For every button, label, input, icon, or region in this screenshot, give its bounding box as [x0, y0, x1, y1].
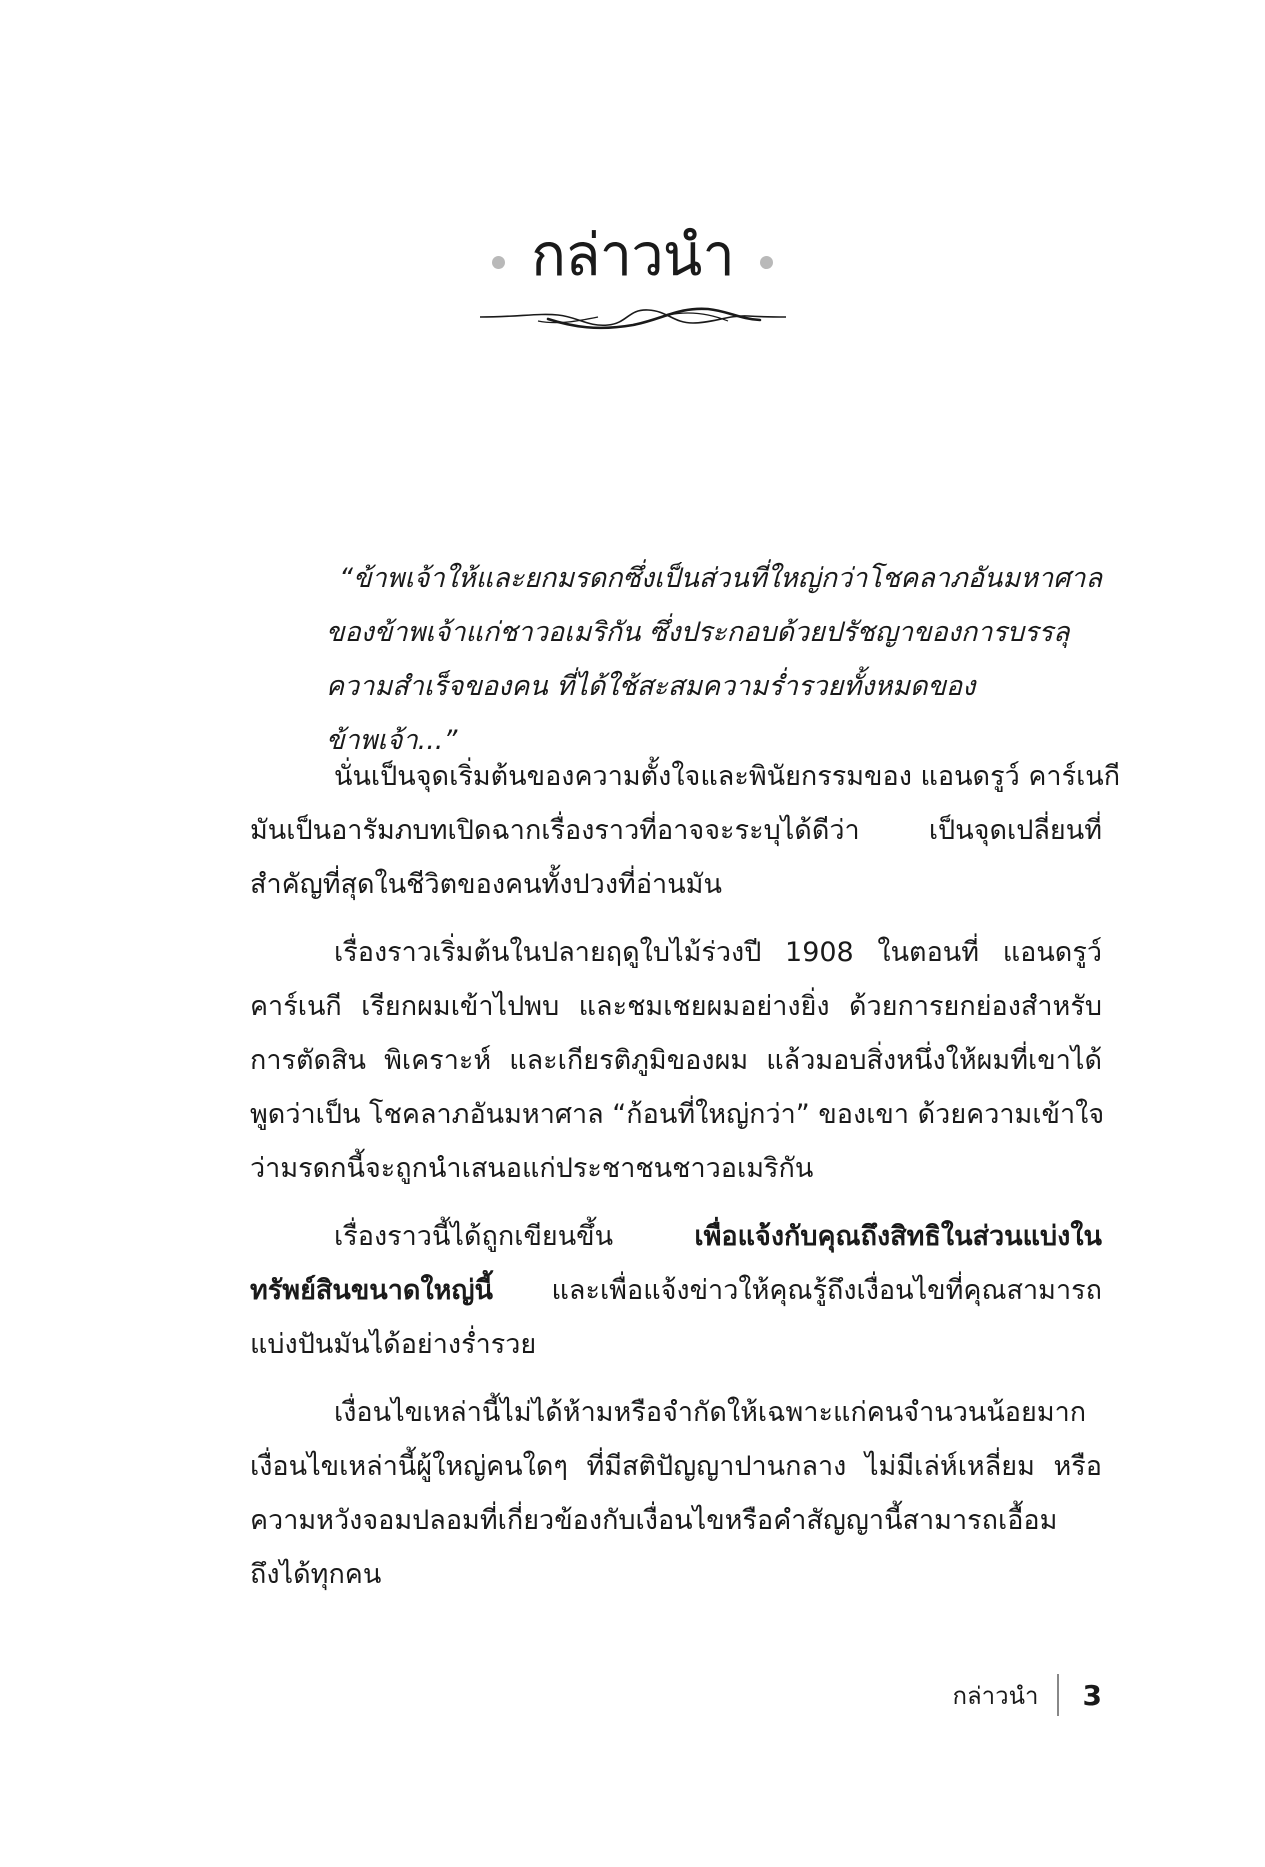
footer-divider	[1057, 1674, 1059, 1716]
chapter-heading	[0, 215, 1265, 335]
text-line: มันเป็นอารัมภบทเปิดฉากเรื่องราวที่อาจจะระบุได้ดีว่า เป็นจุดเปลี่ยนที่	[250, 815, 1102, 846]
text-line: พูดว่าเป็น โชคลาภอันมหาศาล “ก้อนที่ใหญ่กว่า” ของเขา ด้วยความเข้าใจ	[250, 1099, 1105, 1130]
left-dot-ornament	[492, 256, 505, 269]
bold-text-run: ทรัพย์สินขนาดใหญ่นี้	[250, 1275, 493, 1306]
paragraph-2	[250, 926, 1105, 1196]
text-line: นั่นเป็นจุดเริ่มต้นของความตั้งใจและพินัยกรรมของ แอนดรูว์ คาร์เนกี	[334, 761, 1121, 792]
text-line: เงื่อนไขเหล่านี้ผู้ใหญ่คนใดๆ ที่มีสติปัญญาปานกลาง ไม่มีเล่ห์เหลี่ยม หรือ	[250, 1451, 1102, 1482]
page-footer	[940, 1665, 1102, 1725]
text-run: และเพื่อแจ้งข่าวให้คุณรู้ถึงเงื่อนไขที่คุณสามารถ	[492, 1275, 1102, 1306]
text-line: สำคัญที่สุดในชีวิตของคนทั้งปวงที่อ่านมัน	[250, 869, 722, 900]
right-dot-ornament	[760, 256, 773, 269]
text-line: คาร์เนกี เรียกผมเข้าไปพบ และชมเชยผมอย่างยิ่ง ด้วยการยกย่องสำหรับ	[250, 991, 1102, 1022]
text-line: เรื่องราวเริ่มต้นในปลายฤดูใบไม้ร่วงปี 1908 ในตอนที่ แอนดรูว์	[334, 937, 1102, 968]
text-line: การตัดสิน พิเคราะห์ และเกียรติภูมิของผม แล้วมอบสิ่งหนึ่งให้ผมที่เขาได้	[250, 1045, 1102, 1076]
paragraph-4	[250, 1386, 1102, 1602]
text-line: เงื่อนไขเหล่านี้ไม่ได้ห้ามหรือจำกัดให้เฉพาะแก่คนจำนวนน้อยมาก	[334, 1397, 1087, 1428]
text-line	[250, 1210, 1102, 1264]
text-line: ว่ามรดกนี้จะถูกนำเสนอแก่ประชาชนชาวอเมริกัน	[250, 1153, 814, 1184]
text-line: ถึงได้ทุกคน	[250, 1559, 382, 1590]
quote-line: “ข้าพเจ้าให้และยกมรดกซึ่งเป็นส่วนที่ใหญ่กว่าโชคลาภอันมหาศาล	[339, 563, 1102, 594]
chapter-title: กล่าวนำ	[530, 221, 734, 289]
paragraph-3	[250, 1210, 1102, 1372]
text-line: ความหวังจอมปลอมที่เกี่ยวข้องกับเงื่อนไขหรือคำสัญญานี้สามารถเอื้อม	[250, 1505, 1058, 1536]
text-run: เรื่องราวนี้ได้ถูกเขียนขึ้น	[334, 1221, 695, 1252]
title-row	[0, 215, 1265, 295]
page-number: 3	[1082, 1678, 1102, 1712]
flourish-ornament-icon	[478, 301, 788, 335]
body-text	[250, 750, 1121, 1616]
text-line	[250, 1264, 1102, 1318]
opening-quote	[326, 552, 1102, 768]
quote-line: ของข้าพเจ้าแก่ชาวอเมริกัน ซึ่งประกอบด้วยปรัชญาของการบรรลุ	[326, 617, 1070, 648]
text-line: แบ่งปันมันได้อย่างร่ำรวย	[250, 1329, 537, 1360]
bold-text-run: เพื่อแจ้งกับคุณถึงสิทธิในส่วนแบ่งใน	[694, 1221, 1102, 1252]
quote-line: ความสำเร็จของคน ที่ได้ใช้สะสมความร่ำรวยทั้งหมดของข้าพเจ้า...”	[326, 671, 976, 756]
paragraph-1	[250, 750, 1121, 912]
running-section-title: กล่าวนำ	[952, 1681, 1039, 1710]
